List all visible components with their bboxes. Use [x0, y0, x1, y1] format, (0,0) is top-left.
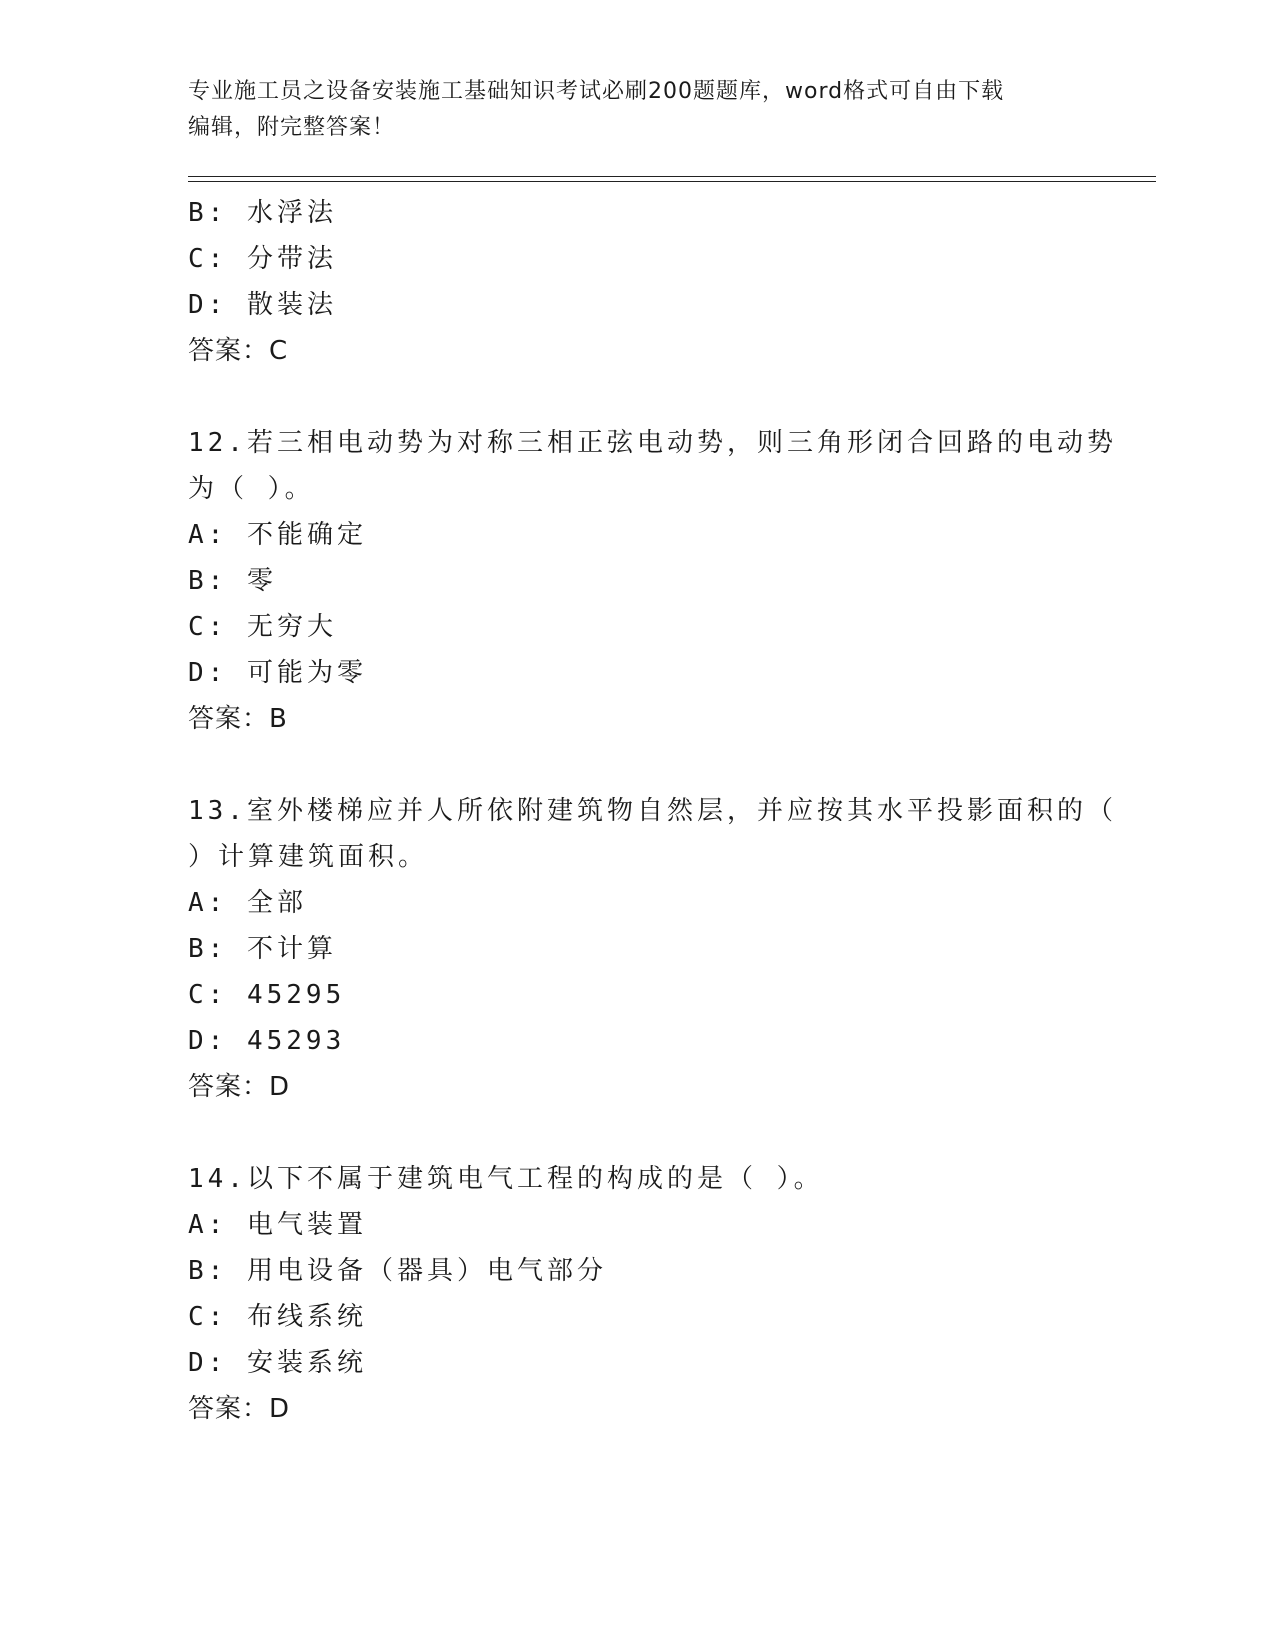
answer-line: 答案：D: [188, 1394, 291, 1424]
option-d: D: 散装法: [188, 290, 337, 320]
header-title-line-1: 专业施工员之设备安装施工基础知识考试必刷200题题库，word格式可自由下载: [188, 79, 1005, 104]
spacer: [188, 1110, 1088, 1156]
header-title-line-2: 编辑，附完整答案！: [188, 115, 396, 140]
question-list: [188, 190, 1117, 1432]
option-d: D: 45293: [188, 1026, 346, 1056]
question-14: [188, 1156, 1088, 1432]
option-d: D: 可能为零: [188, 658, 367, 688]
spacer: [188, 374, 1088, 420]
question-12: [188, 420, 1117, 742]
header-divider-top: [188, 176, 1156, 177]
question-11-continued: [188, 190, 1088, 374]
spacer: [188, 742, 1088, 788]
option-a: A: 全部: [188, 888, 307, 918]
question-stem-line-1: 12.若三相电动势为对称三相正弦电动势，则三角形闭合回路的电动势: [188, 428, 1117, 458]
question-13: [188, 788, 1117, 1110]
option-c: C: 分带法: [188, 244, 337, 274]
question-stem-line-2: ）计算建筑面积。: [188, 842, 429, 872]
question-stem-line-1: 13.室外楼梯应并人所依附建筑物自然层，并应按其水平投影面积的（: [188, 796, 1117, 826]
option-c: C: 无穷大: [188, 612, 337, 642]
option-a: A: 电气装置: [188, 1210, 367, 1240]
answer-line: 答案：B: [188, 704, 288, 734]
header-divider-bottom: [188, 181, 1156, 182]
option-c: C: 布线系统: [188, 1302, 367, 1332]
question-stem-line-2: 为（ ）。: [188, 474, 315, 504]
answer-line: 答案：D: [188, 1072, 291, 1102]
option-b: B: 水浮法: [188, 198, 337, 228]
option-c: C: 45295: [188, 980, 346, 1010]
option-b: B: 零: [188, 566, 277, 596]
option-d: D: 安装系统: [188, 1348, 367, 1378]
option-a: A: 不能确定: [188, 520, 367, 550]
answer-line: 答案：C: [188, 336, 289, 366]
option-b: B: 用电设备（器具）电气部分: [188, 1256, 607, 1286]
document-header: [188, 74, 1088, 146]
option-b: B: 不计算: [188, 934, 337, 964]
question-stem-line-1: 14.以下不属于建筑电气工程的构成的是（ ）。: [188, 1164, 824, 1194]
